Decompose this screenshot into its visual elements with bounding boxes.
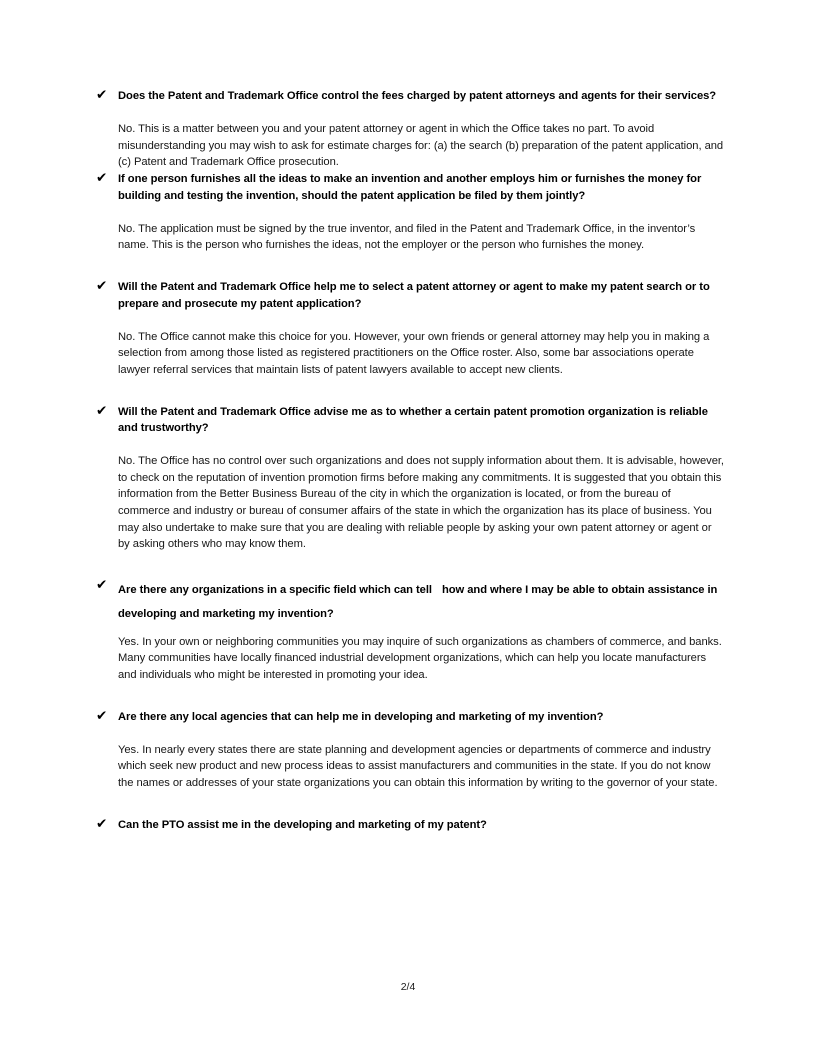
faq-question [96,709,724,726]
faq-question [96,404,724,437]
faq-question [96,171,724,204]
section-spacer [96,254,724,279]
spacer [96,626,724,634]
faq-question-text-a: Are there any organizations in a specific field which can tell [118,583,432,596]
faq-answer: No. The Office has no control over such organizations and does not supply information about them. It is advisable, however, to check on the reputation of invention promotion firms before making any commitments. It is suggested that you obtain this information from the Better Business Bureau of the city in which the organization is located, or from the bureau of commerce and industry or bureau of consumer affairs of the state in which the organization has its place of business. You may also undertake to make sure that you are dealing with reliable people by asking your own patent attorney or agent or by asking others who may know them. [118,455,724,551]
faq-item [96,709,724,792]
faq-question-text: Can the PTO assist me in the developing and marketing of my patent? [118,818,487,831]
spacer [96,437,724,454]
faq-answer: Yes. In nearly every states there are state planning and development agencies or departments of commerce and industry which seek new product and new process ideas to assist manufacturers and communities in the state. If you do not know the names or addresses of your state organizations you can obtain this information by writing to the governor of your state. [118,743,718,789]
faq-answer: No. The application must be signed by the true inventor, and filed in the Patent and Trademark Office, in the inventor’s name. This is the person who furnishes the ideas, not the employer or the person who furnishes the money. [118,222,696,252]
faq-item [96,404,724,553]
checkmark-icon: ✔ [96,576,108,593]
page-number: 2/4 [400,981,416,993]
checkmark-icon: ✔ [96,402,108,419]
faq-answer: No. This is a matter between you and your patent attorney or agent in which the Office takes no part. To avoid misunderstanding you may wish to ask for estimate charges for: (a) the search (b) preparation of the patent application, and (c) Patent and Trademark Office prosecution. [118,123,724,169]
checkmark-icon: ✔ [96,169,108,186]
checkmark-icon: ✔ [96,815,108,832]
faq-item [96,578,724,684]
faq-question-text-b: how and where I may be able to obtain assistance in developing and marketing my invention? [118,583,718,620]
faq-answer: Yes. In your own or neighboring communities you may inquire of such organizations as chambers of commerce, and banks. Many communities have locally financed industrial development organizations, which can help you locate manufacturers and individuals who might be interested in promoting your idea. [118,635,722,682]
spacer [96,725,724,742]
section-spacer [96,379,724,404]
faq-question [96,817,724,834]
faq-question [96,578,724,626]
section-spacer [96,792,724,817]
faq-question [96,88,724,105]
faq-question [96,279,724,312]
checkmark-icon: ✔ [96,87,108,103]
faq-item [96,88,724,171]
faq-question-text: If one person furnishes all the ideas to make an invention and another employs him or furnishes the money for building and testing the invention, should the patent application be filed by them jointly? [118,172,702,202]
faq-item [96,817,724,834]
faq-content [96,88,724,833]
faq-question-text: Does the Patent and Trademark Office control the fees charged by patent attorneys and agents for their services? [118,90,717,102]
spacer [96,312,724,329]
faq-question-text: Are there any local agencies that can help me in developing and marketing of my invention? [118,710,604,723]
faq-question-text: Will the Patent and Trademark Office help me to select a patent attorney or agent to make my patent search or to prepare and prosecute my patent application? [118,280,710,310]
faq-item [96,279,724,379]
spacer [96,105,724,122]
checkmark-icon: ✔ [96,277,108,294]
faq-answer: No. The Office cannot make this choice for you. However, your own friends or general attorney may help you in making a selection from among those listed as registered practitioners on the Office roster. Also, some bar associations operate lawyer referral services that maintain lists of patent lawyers available to accept new clients. [118,330,710,376]
checkmark-icon: ✔ [96,707,108,724]
section-spacer [96,553,724,578]
faq-question-text: Will the Patent and Trademark Office advise me as to whether a certain patent promotion organization is reliable and trustworthy? [118,405,708,435]
faq-item [96,171,724,254]
section-spacer [96,684,724,709]
spacer [96,204,724,221]
